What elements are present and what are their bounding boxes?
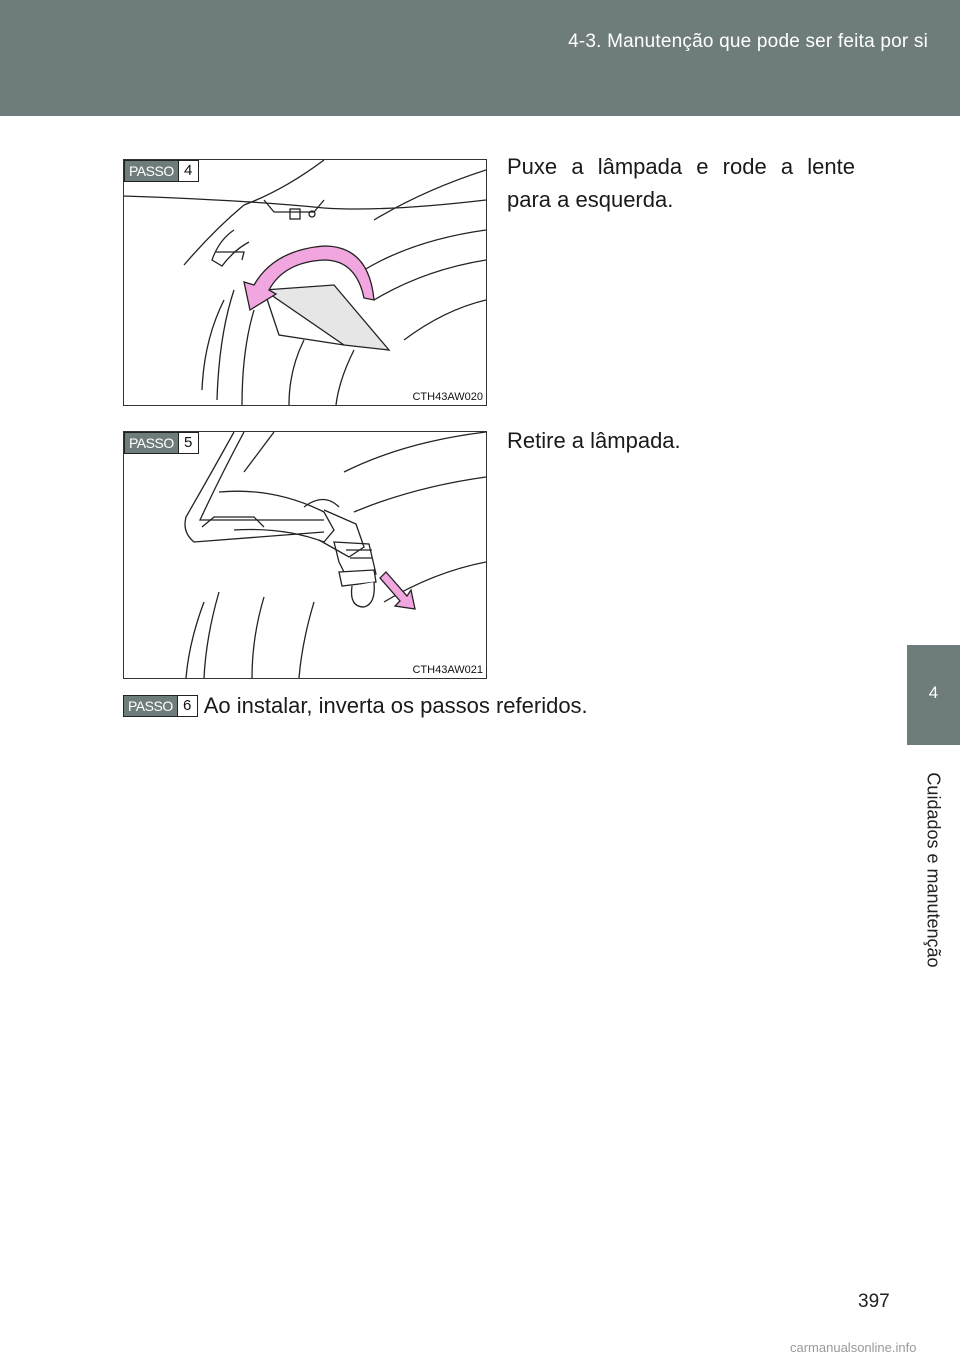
step-label: PASSO bbox=[125, 433, 178, 453]
step-6-row bbox=[123, 693, 588, 719]
chapter-number: 4 bbox=[928, 683, 939, 702]
chapter-label: Cuidados e manutenção bbox=[923, 772, 944, 968]
figure-code: CTH43AW020 bbox=[412, 391, 483, 403]
step-5-badge bbox=[124, 432, 199, 454]
step-4-badge bbox=[124, 160, 199, 182]
step-4-text-line2: para a esquerda. bbox=[507, 187, 674, 212]
step-4-illustration bbox=[123, 159, 487, 406]
step-number: 6 bbox=[177, 696, 197, 716]
step-5-text: Retire a lâmpada. bbox=[507, 428, 681, 453]
step-label: PASSO bbox=[124, 696, 177, 716]
step-5-illustration bbox=[123, 431, 487, 679]
section-title: 4-3. Manutenção que pode ser feita por si bbox=[568, 31, 928, 52]
chapter-header bbox=[0, 0, 960, 116]
bulb-removal-drawing bbox=[124, 432, 486, 678]
step-number: 4 bbox=[178, 161, 198, 181]
page-number: 397 bbox=[858, 1291, 890, 1312]
step-label: PASSO bbox=[125, 161, 178, 181]
lens-rotation-drawing bbox=[124, 160, 486, 405]
step-4-text-line1: Puxe a lâmpada e rode a lente bbox=[507, 154, 855, 179]
step-number: 5 bbox=[178, 433, 198, 453]
figure-code: CTH43AW021 bbox=[412, 664, 483, 676]
step-6-text: Ao instalar, inverta os passos referidos. bbox=[203, 693, 588, 718]
chapter-tab bbox=[907, 645, 960, 745]
watermark: carmanualsonline.info bbox=[790, 1340, 917, 1355]
step-6-badge bbox=[123, 695, 198, 717]
